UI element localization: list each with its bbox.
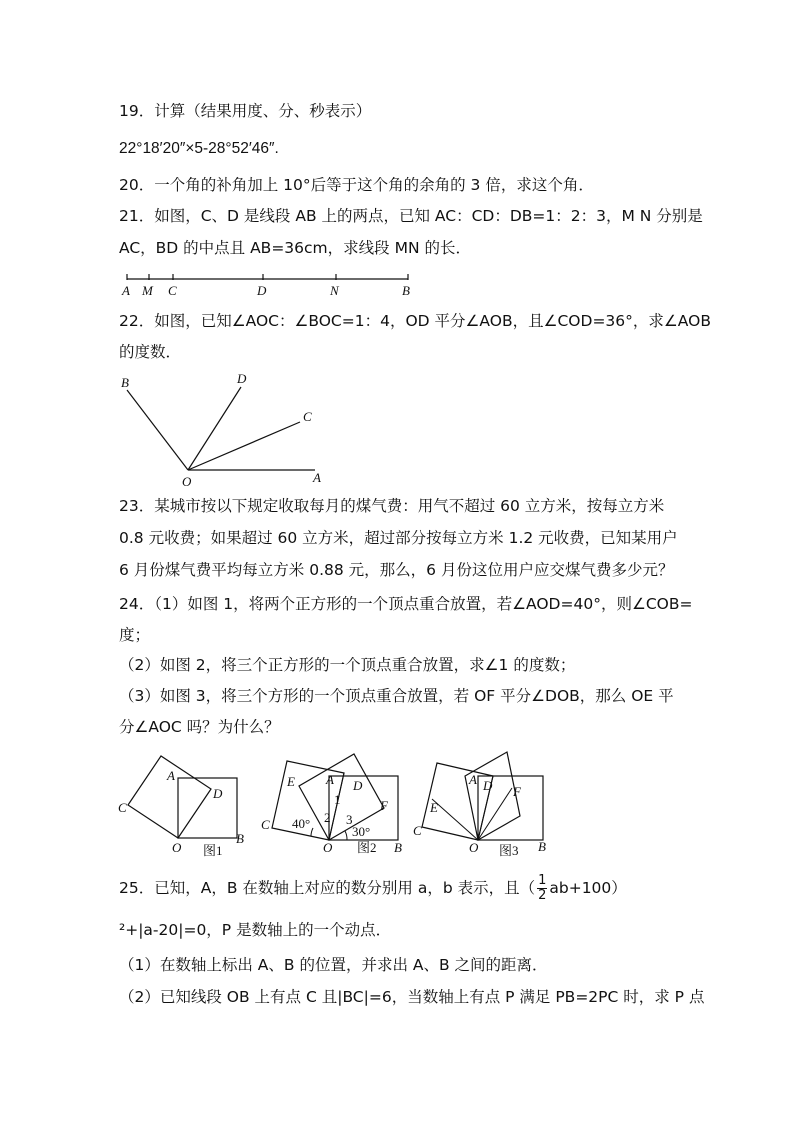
q23-line2: 0.8 元收费；如果超过 60 立方米，超过部分按每立方米 1.2 元收费，已知某用户 <box>119 529 678 547</box>
q20-text: 20．一个角的补角加上 10°后等于这个角的余角的 3 倍，求这个角． <box>119 176 594 194</box>
fig2-label-c: C <box>261 817 270 832</box>
q19-title: 19．计算（结果用度、分、秒表示） <box>119 102 372 120</box>
ray-oc <box>188 422 300 470</box>
fig3-label-b: B <box>538 839 546 854</box>
fig2-label-f: F <box>380 798 388 813</box>
fig3-label-c: C <box>413 823 422 838</box>
fig2-angle-30: 30° <box>352 824 371 839</box>
label-d: D <box>237 371 247 386</box>
q24-line4: （3）如图 3，将三个方形的一个顶点重合放置，若 OF 平分∠DOB，那么 OE 平 <box>119 687 674 705</box>
ray-od <box>188 387 241 470</box>
label-o: O <box>182 474 192 489</box>
q25-line1-b: ab+100） <box>549 879 627 897</box>
q24-line3: （2）如图 2，将三个正方形的一个顶点重合放置，求∠1 的度数； <box>119 656 576 674</box>
label-a: A <box>313 470 321 485</box>
q24-line5: 分∠AOC 吗？为什么？ <box>119 718 280 736</box>
fig3-label-e: E <box>430 800 438 815</box>
fig2-angle-40: 40° <box>292 816 311 831</box>
square-middle <box>299 754 384 840</box>
ray-ob <box>127 390 188 470</box>
q25-frac-num: 1 <box>538 873 547 888</box>
q24-figure-3 <box>410 748 560 860</box>
fig2-label-d: D <box>353 778 363 793</box>
fig3-label-d: D <box>483 778 493 793</box>
fig2-label-b: B <box>394 840 402 855</box>
point-n-label: N <box>330 283 339 298</box>
label-b: B <box>121 375 129 390</box>
q25-line4: （2）已知线段 OB 上有点 C 且|BC|=6，当数轴上有点 P 满足 PB=2PC 时，求 P 点 <box>119 988 705 1006</box>
q25-frac-den: 2 <box>538 888 547 903</box>
fig1-label-a: A <box>167 768 175 783</box>
q25-fraction <box>537 874 547 903</box>
fig2-angle-3: 3 <box>346 812 353 827</box>
q24-figure-2 <box>258 748 413 860</box>
fig2-angle-1: 1 <box>334 792 341 807</box>
q25-line1-a: 25．已知，A，B 在数轴上对应的数分别用 a，b 表示，且（ <box>119 879 536 897</box>
point-a-label: A <box>122 283 130 298</box>
fig3-label-o: O <box>469 840 479 855</box>
point-b-label: B <box>402 283 410 298</box>
q19-expression: 22°18′20″×5-28°52′46″. <box>119 140 279 157</box>
fig1-label-d: D <box>213 786 223 801</box>
fig1-caption: 图1 <box>203 843 223 858</box>
q21-line2: AC，BD 的中点且 AB=36cm，求线段 MN 的长． <box>119 239 471 257</box>
q21-line1: 21．如图，C、D 是线段 AB 上的两点，已知 AC：CD：DB=1：2：3，M N 分别是 <box>119 207 703 225</box>
q24-line1: 24．（1）如图 1，将两个正方形的一个顶点重合放置，若∠AOD=40°，则∠COB= <box>119 595 693 613</box>
point-d-label: D <box>257 283 267 298</box>
fig3-caption: 图3 <box>499 843 519 858</box>
q25-line2: ²+|a-20|=0，P 是数轴上的一个动点． <box>119 921 392 939</box>
fig2-caption: 图2 <box>357 840 377 855</box>
q22-line2: 的度数． <box>119 343 182 361</box>
q23-line1: 23．某城市按以下规定收取每月的煤气费：用气不超过 60 立方米，按每立方米 <box>119 497 665 515</box>
fig1-label-b: B <box>236 831 244 846</box>
square-middle <box>465 752 520 840</box>
q23-line3: 6 月份煤气费平均每立方米 0.88 元，那么，6 月份这位用户应交煤气费多少元？ <box>119 561 674 579</box>
fig3-label-f: F <box>513 784 521 799</box>
fig2-angle-2: 2 <box>324 810 331 825</box>
fig2-label-e: E <box>287 774 295 789</box>
q25-line3: （1）在数轴上标出 A、B 的位置，并求出 A、B 之间的距离． <box>119 956 548 974</box>
q21-segment-figure <box>118 270 418 298</box>
q24-figure-1 <box>115 752 255 862</box>
point-m-label: M <box>142 283 153 298</box>
q22-angle-figure <box>115 368 335 488</box>
fig2-label-o: O <box>323 840 333 855</box>
q22-line1: 22．如图，已知∠AOC：∠BOC=1：4，OD 平分∠AOB，且∠COD=36°，求∠AOB <box>119 312 711 330</box>
label-c: C <box>303 409 312 424</box>
q25-line1 <box>119 874 627 903</box>
fig3-label-a: A <box>469 772 477 787</box>
fig1-label-c: C <box>118 800 127 815</box>
q24-line2: 度； <box>119 626 151 644</box>
point-c-label: C <box>168 283 177 298</box>
fig2-label-a: A <box>326 772 334 787</box>
fig1-label-o: O <box>172 840 182 855</box>
